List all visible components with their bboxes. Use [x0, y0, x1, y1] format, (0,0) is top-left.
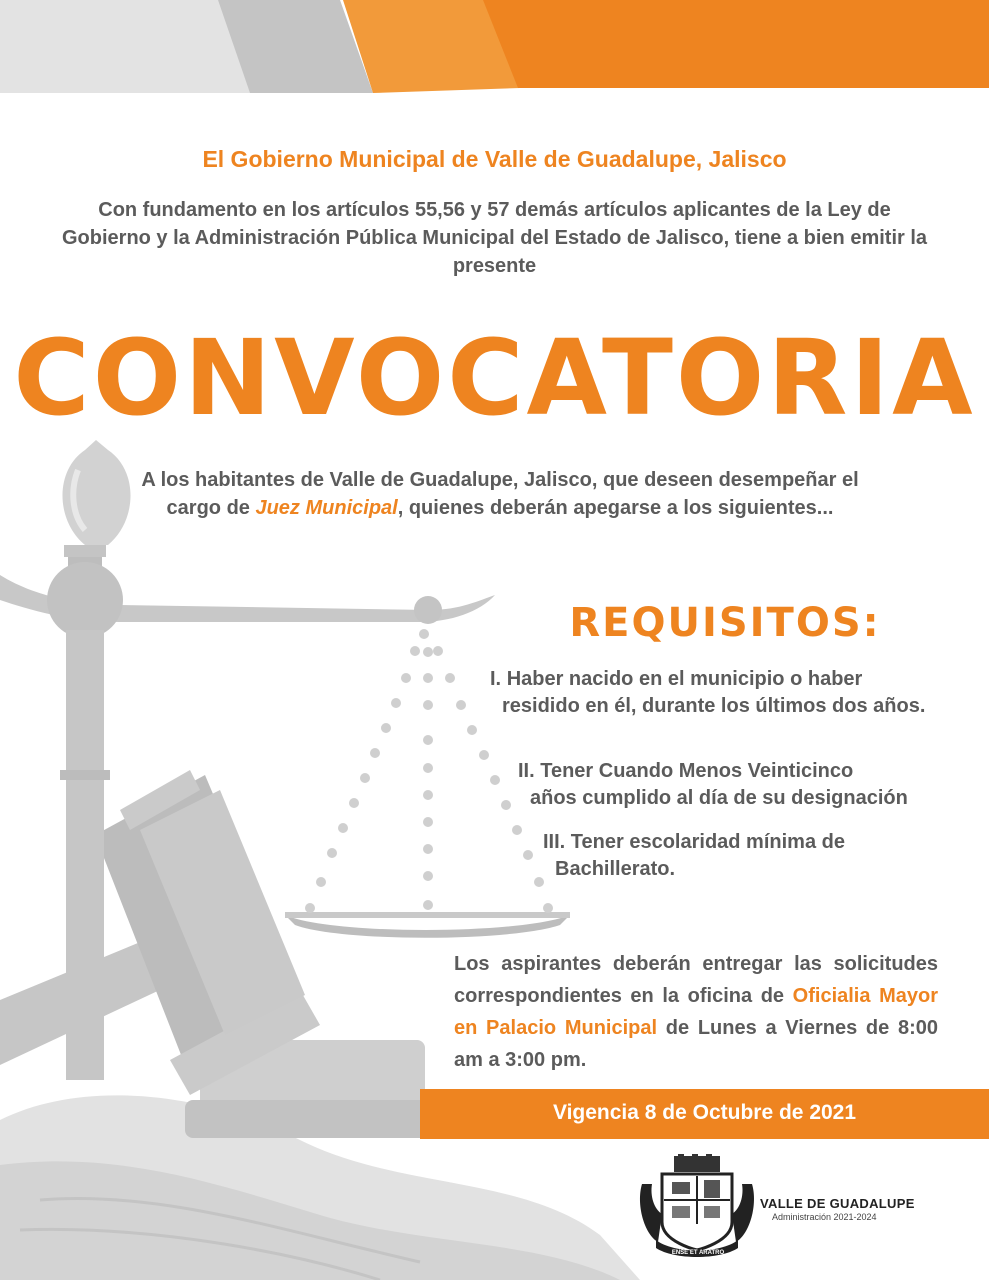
delivery-text-after: de Lunes a Viernes de 8:00 am a 3:00 pm.: [454, 1017, 938, 1071]
page-title: CONVOCATORIA: [13, 317, 976, 439]
requirement-number: II.: [518, 760, 535, 782]
requirement-text-first: Haber nacido en el municipio o haber: [506, 668, 863, 690]
requirements-heading: REQUISITOS:: [569, 600, 881, 646]
delivery-instructions: [454, 948, 938, 1076]
legal-basis-text: Con fundamento en los artículos 55,56 y 57 demás artículos aplicantes de la Ley de Gobierno y la Administración Pública Municipal del Estado de Jalisco, tiene a bien emitir la presente: [61, 199, 928, 277]
requirement-text-rest: Bachillerato.: [555, 858, 676, 880]
coat-of-arms-motto: ENSE ET ARATRO: [671, 1250, 725, 1256]
requirement-text-rest: años cumplido al día de su designación: [530, 787, 908, 809]
municipality-name: VALLE DE GUADALUPE: [760, 1196, 915, 1211]
requirement-item: [490, 666, 938, 720]
requirement-text-rest: residido en él, durante los últimos dos años.: [502, 695, 926, 717]
header-stripe-orange: [483, 0, 989, 88]
requirement-number: III.: [543, 831, 566, 853]
audience-text: [120, 466, 880, 522]
gavel-illustration: [0, 770, 320, 1095]
delivery-text-before: Los aspirantes deberán entregar las solicitudes correspondientes en la oficina de: [454, 953, 938, 1007]
audience-text-after: , quienes deberán apegarse a los siguientes...: [397, 497, 834, 519]
header-stripe-light: [0, 0, 255, 93]
role-highlight: Juez Municipal: [255, 497, 398, 519]
government-heading: El Gobierno Municipal de Valle de Guadalupe, Jalisco: [202, 146, 787, 172]
office-highlight: Oficialia Mayor en Palacio Municipal: [454, 985, 938, 1039]
requirement-text-first: Tener Cuando Menos Veinticinco: [540, 760, 854, 782]
requirement-text-first: Tener escolaridad mínima de: [570, 831, 845, 853]
requirement-number: I.: [490, 668, 502, 690]
administration-period: Administración 2021-2024: [772, 1212, 877, 1222]
municipal-coat-of-arms: [640, 1154, 754, 1257]
validity-text: Vigencia 8 de Octubre de 2021: [552, 1101, 857, 1124]
requirement-item: [543, 829, 938, 883]
requirement-item: [518, 758, 938, 812]
audience-text-before: A los habitantes de Valle de Guadalupe, Jalisco, que deseen desempeñar el cargo de: [141, 469, 859, 519]
